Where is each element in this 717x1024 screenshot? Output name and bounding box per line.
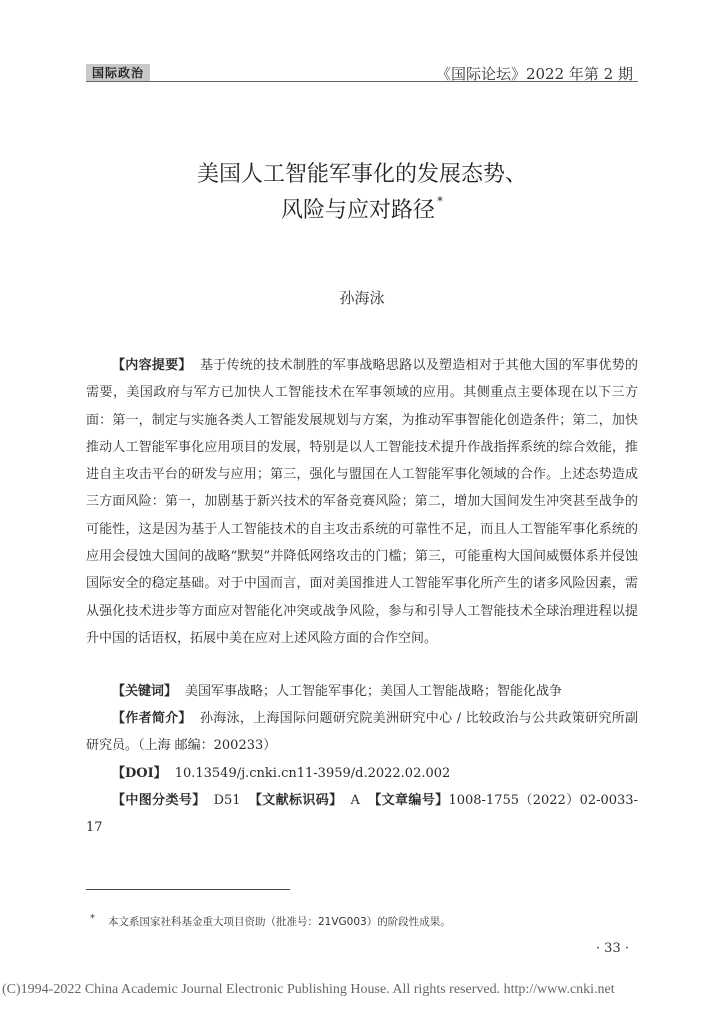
author-info-label: 【作者简介】 xyxy=(112,711,192,726)
doc-code-label: 【文献标识码】 xyxy=(248,793,343,808)
abstract-text: 基于传统的技术制胜的军事战略思路以及塑造相对于其他大国的军事优势的需要，美国政府与军方已加快人工智能技术在军事领域的应用。其侧重点主要体现在以下三方面：第一，制定与实施各类人工智能发展规划与方案，为推动军事智能化创造条件；第二，加快推动人工智能军事化应用项目的发展，特别是以人工智能技术提升作战指挥系统的综合效能，推进自主攻击平台的研发与应用；第三，强化与盟国在人工智能军事化领域的合作。上述态势造成三方面风险：第一，加剧基于新兴技术的军备竞赛风险；第二，增加大国间发生冲突甚至战争的可能性，这是因为基于人工智能技术的自主攻击系统的可靠性不足，而且人工智能军事化系统的应用会侵蚀大国间的战略“默契”并降低网络攻击的门槛；第三，可能重构大国间威慑体系并侵蚀国际安全的稳定基础。对于中国而言，面对美国推进人工智能军事化所产生的诸多风险因素，需从强化技术进步等方面应对智能化冲突或战争风险，参与和引导人工智能技术全球治理进程以提升中国的话语权，拓展中美在应对上述风险方面的合作空间。 xyxy=(86,358,638,646)
doi xyxy=(86,760,638,787)
footnote-text: 本文系国家社科基金重大项目资助（批准号：21VG003）的阶段性成果。 xyxy=(108,916,451,928)
keywords-label: 【关键词】 xyxy=(112,684,178,699)
author-name: 孙海泳 xyxy=(339,289,385,307)
doc-code-value: A xyxy=(350,793,360,808)
article-no-value: 1008-1755（2022）02-0033-17 xyxy=(86,793,638,836)
footnote xyxy=(90,913,451,929)
keywords xyxy=(86,678,638,705)
title-footnote-mark: * xyxy=(437,193,443,208)
abstract xyxy=(86,352,638,652)
doi-label: 【DOI】 xyxy=(112,766,167,781)
journal-reference: 《国际论坛》2022 年第 2 期 xyxy=(435,65,633,83)
copyright-notice: (C)1994-2022 China Academic Journal Electronic Publishing House. All rights reserved. http://www.cnki.net xyxy=(2,982,615,997)
doi-text: 10.13549/j.cnki.cn11-3959/d.2022.02.002 xyxy=(174,766,451,781)
article-title-line-1: 美国人工智能军事化的发展态势、 xyxy=(196,162,527,187)
footnote-mark: * xyxy=(90,913,95,924)
article-title-line-2 xyxy=(86,193,638,224)
classification xyxy=(86,787,638,842)
page-number: · 33 · xyxy=(595,941,629,956)
clc-value: D51 xyxy=(213,793,241,808)
abstract-label: 【内容提要】 xyxy=(112,358,192,373)
section-tag: 国际政治 xyxy=(86,64,150,82)
footnote-rule xyxy=(86,889,290,890)
article-title-line-2-text: 风险与应对路径 xyxy=(280,198,435,223)
clc-label: 【中图分类号】 xyxy=(112,793,206,808)
article-no-label: 【文章编号】 xyxy=(367,793,449,808)
author-info-text: 孙海泳，上海国际问题研究院美洲研究中心 / 比较政治与公共政策研究所副研究员。（上海 邮编：200233） xyxy=(86,711,638,754)
keywords-text: 美国军事战略；人工智能军事化；美国人工智能战略；智能化战争 xyxy=(185,684,563,699)
author-info xyxy=(86,705,638,760)
